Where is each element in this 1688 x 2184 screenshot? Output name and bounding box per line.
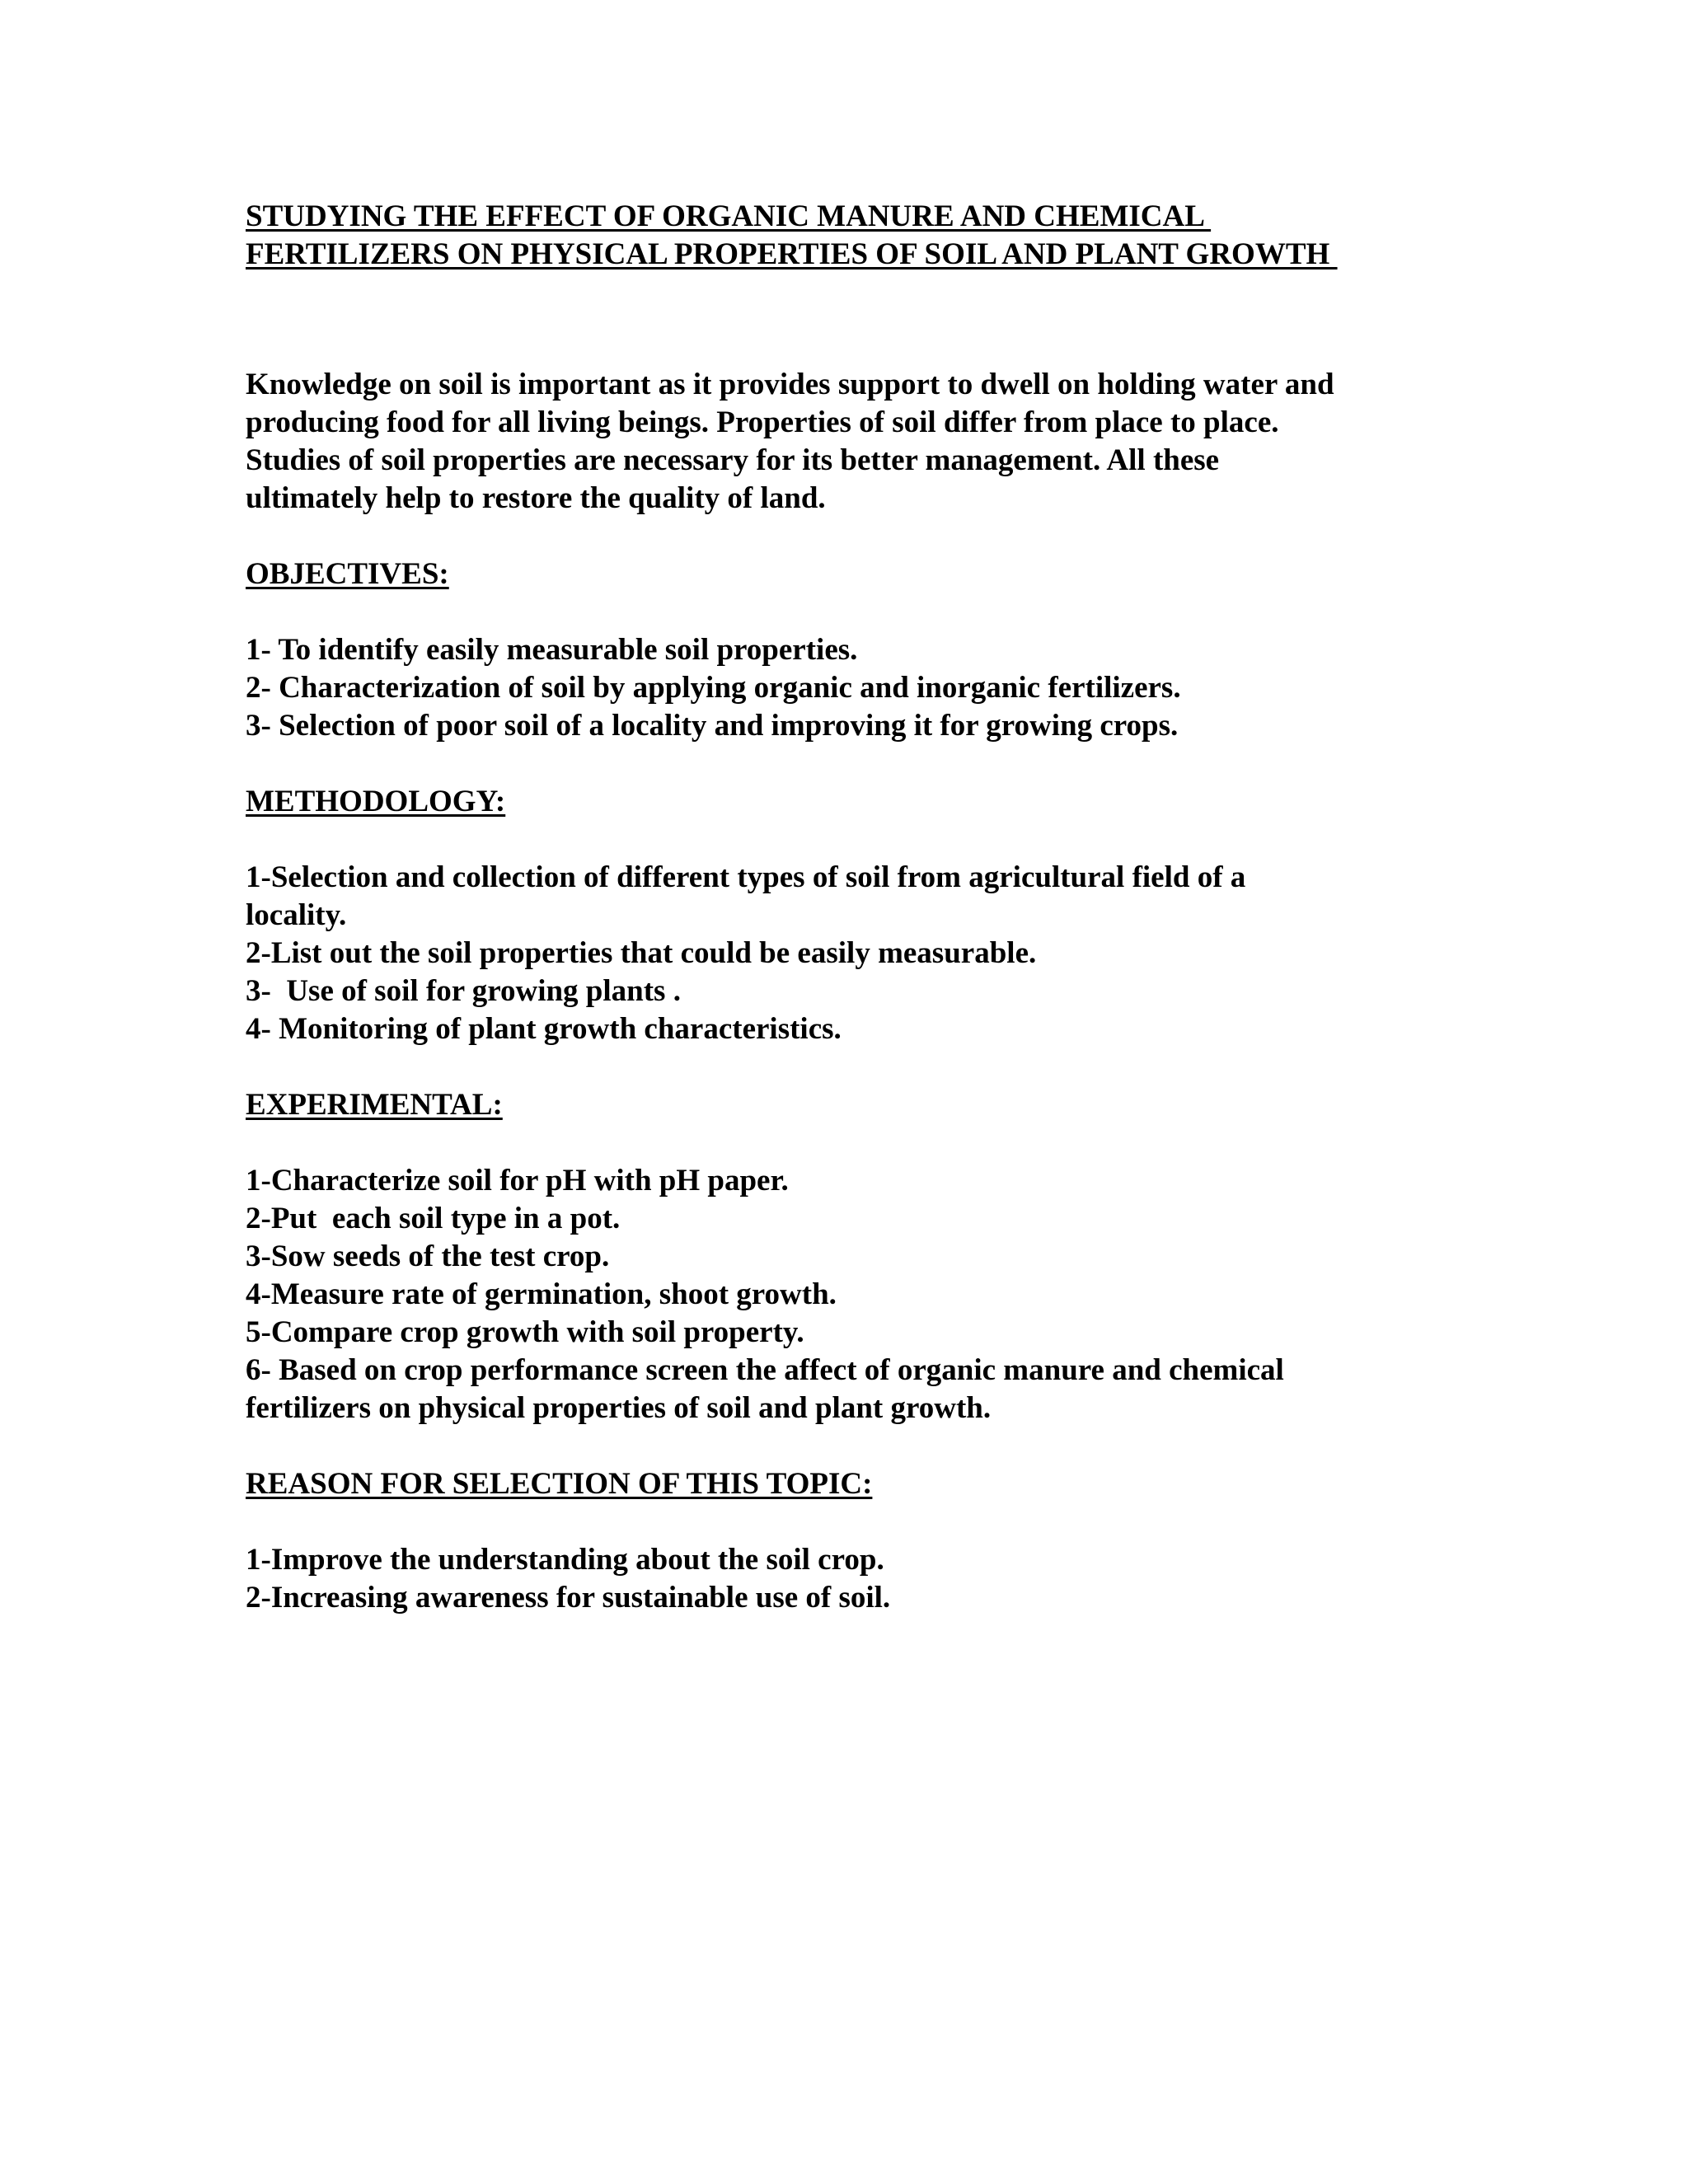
title-line-1: STUDYING THE EFFECT OF ORGANIC MANURE AND CHEMICAL bbox=[246, 199, 1212, 233]
methodology-item: locality. bbox=[246, 898, 347, 932]
methodology-item: 3- Use of soil for growing plants . bbox=[246, 974, 681, 1008]
methodology-heading: METHODOLOGY: bbox=[246, 785, 506, 818]
objective-item: 2- Characterization of soil by applying organic and inorganic fertilizers. bbox=[246, 671, 1181, 705]
methodology-item: 1-Selection and collection of different types of soil from agricultural field of a bbox=[246, 860, 1246, 894]
reason-item: 2-Increasing awareness for sustainable use of soil. bbox=[246, 1581, 891, 1615]
methodology-list bbox=[246, 859, 1457, 1048]
intro-line: ultimately help to restore the quality of land. bbox=[246, 481, 826, 515]
experimental-item: 5-Compare crop growth with soil property. bbox=[246, 1315, 804, 1349]
methodology-item: 2-List out the soil properties that could be easily measurable. bbox=[246, 936, 1037, 970]
objective-item: 3- Selection of poor soil of a locality and improving it for growing crops. bbox=[246, 709, 1179, 743]
experimental-item: fertilizers on physical properties of soil and plant growth. bbox=[246, 1391, 992, 1425]
document-title bbox=[246, 198, 1457, 274]
objectives-section bbox=[246, 555, 1457, 745]
objective-item: 1- To identify easily measurable soil properties. bbox=[246, 633, 858, 667]
reason-section bbox=[246, 1465, 1457, 1617]
reason-heading: REASON FOR SELECTION OF THIS TOPIC: bbox=[246, 1467, 873, 1501]
experimental-item: 3-Sow seeds of the test crop. bbox=[246, 1240, 610, 1273]
experimental-list bbox=[246, 1162, 1457, 1427]
intro-line: producing food for all living beings. Properties of soil differ from place to place. bbox=[246, 405, 1279, 439]
intro-paragraph bbox=[246, 366, 1457, 518]
reason-item: 1-Improve the understanding about the soil crop. bbox=[246, 1543, 884, 1577]
objectives-heading: OBJECTIVES: bbox=[246, 557, 449, 591]
document-content bbox=[246, 198, 1457, 1655]
experimental-item: 4-Measure rate of germination, shoot growth. bbox=[246, 1277, 837, 1311]
methodology-item: 4- Monitoring of plant growth characteristics. bbox=[246, 1012, 842, 1046]
reason-list bbox=[246, 1541, 1457, 1617]
experimental-section bbox=[246, 1086, 1457, 1427]
experimental-item: 2-Put each soil type in a pot. bbox=[246, 1202, 621, 1235]
methodology-section bbox=[246, 783, 1457, 1048]
title-line-2: FERTILIZERS ON PHYSICAL PROPERTIES OF SOIL AND PLANT GROWTH bbox=[246, 237, 1338, 271]
experimental-item: 1-Characterize soil for pH with pH paper. bbox=[246, 1164, 789, 1197]
objectives-list bbox=[246, 631, 1457, 745]
intro-line: Knowledge on soil is important as it provides support to dwell on holding water and bbox=[246, 368, 1334, 401]
experimental-item: 6- Based on crop performance screen the affect of organic manure and chemical bbox=[246, 1353, 1284, 1387]
experimental-heading: EXPERIMENTAL: bbox=[246, 1088, 503, 1122]
intro-line: Studies of soil properties are necessary for its better management. All these bbox=[246, 443, 1220, 477]
